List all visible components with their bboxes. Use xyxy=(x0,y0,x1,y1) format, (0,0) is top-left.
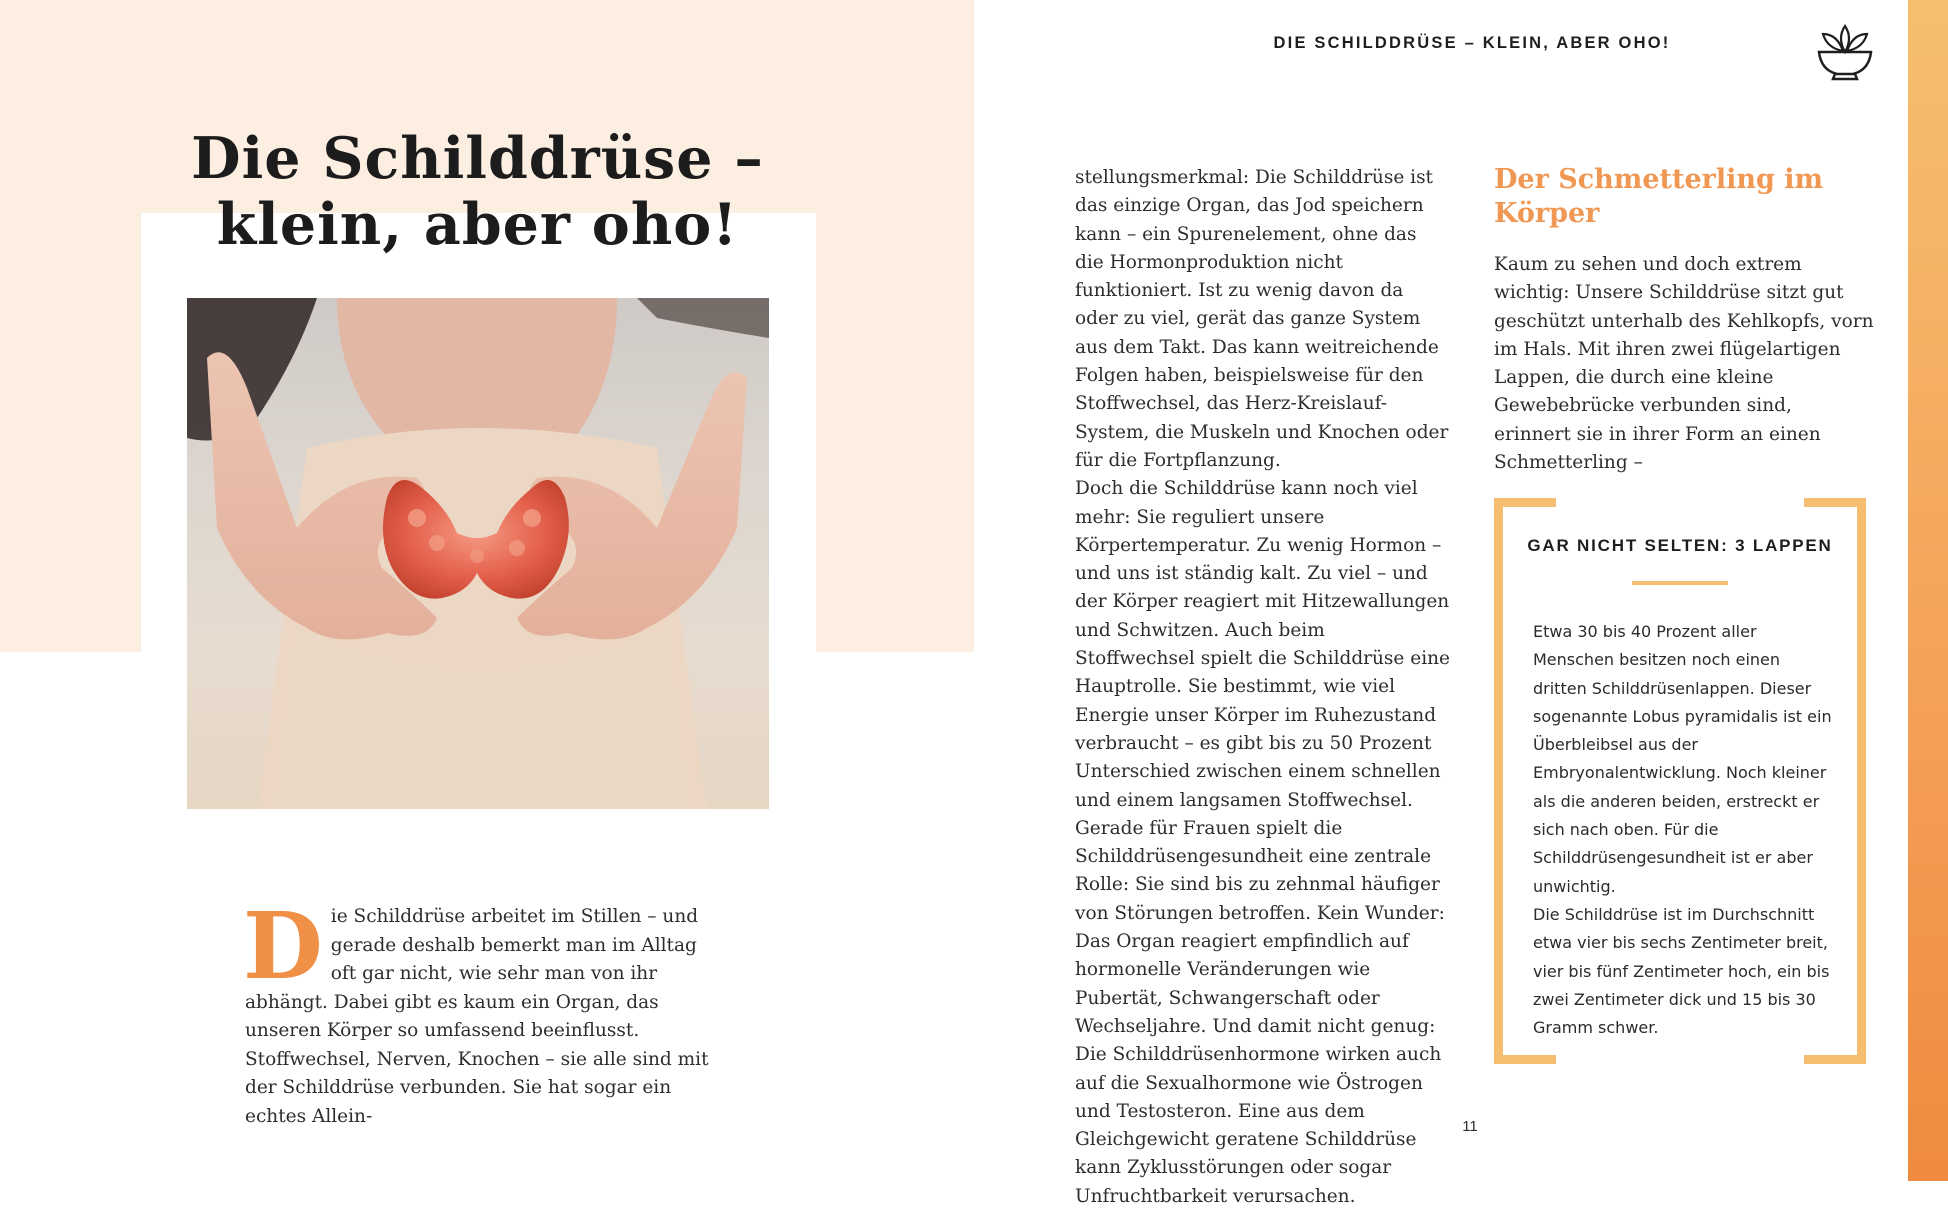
page-title-line-1: Die Schilddrüse – xyxy=(191,125,764,192)
section-subheading: Der Schmetterling im Körper xyxy=(1494,164,1824,229)
body-paragraph: stellungsmerkmal: Die Schilddrüse ist das einzige Organ, das Jod speichern kann – ein Spurenelement, ohne das die Hormonproduktion nicht funktioniert. Ist zu wenig davon da oder zu viel, gerät das ganze System aus dem Takt. Das kann weitreichende Folgen haben, beispielsweise für den Stoffwechsel, das Herz-Kreislauf-System, die Muskeln und Knochen oder für die Fortpflanzung. xyxy=(1075,167,1449,471)
body-paragraph: Doch die Schilddrüse kann noch viel mehr: Sie reguliert unsere Körpertemperatur. Zu wenig Hormon – und uns ist ständig kalt. Zu viel – und der Körper reagiert mit Hitzewallungen und Schwitzen. Auch beim Stoffwechsel spielt die Schilddrüse eine Hauptrolle. Sie bestimmt, wie viel Energie unser Körper im Ruhezustand verbraucht – es gibt bis zu 50 Prozent Unterschied zwischen einem schnellen und einem langsamen Stoffwechsel. xyxy=(1075,478,1450,811)
intro-paragraph xyxy=(243,892,725,1131)
thyroid-model-photo xyxy=(187,298,769,809)
info-box-paragraph: Die Schilddrüse ist im Durchschnitt etwa vier bis sechs Zentimeter breit, vier bis fünf Zentimeter hoch, ein bis zwei Zentimeter dick und 15 bis 30 Gramm schwer. xyxy=(1533,904,1830,1038)
body-paragraph: Gerade für Frauen spielt die Schilddrüsengesundheit eine zentrale Rolle: Sie sind bis zu zehnmal häufiger von Störungen betroffen. Kein Wunder: Das Organ reagiert empfindlich auf hormonelle Veränderungen wie Pubertät, Schwangerschaft oder Wechseljahre. Und damit nicht genug: Die Schilddrüsenhormone wirken auch auf die Sexualhormone wie Östrogen und Testosteron. Eine aus dem Gleichgewicht geratene Schilddrüse kann Zyklusstörungen oder sogar Unfruchtbarkeit verursachen. xyxy=(1075,817,1445,1207)
page-title xyxy=(170,126,785,258)
page-title-line-2: klein, aber oho! xyxy=(216,191,739,258)
thyroid-photo-illustration xyxy=(187,298,769,809)
right-column-paragraph: Kaum zu sehen und doch extrem wichtig: Unsere Schilddrüse sitzt gut geschützt unterhalb des Kehlkopfs, vorn im Hals. Mit ihren zwei flügelartigen Lappen, die durch eine kleine Gewebebrücke verbunden sind, erinnert sie in ihrer Form an einen Schmetterling – xyxy=(1494,254,1874,474)
running-header: DIE SCHILDDRÜSE – KLEIN, ABER OHO! xyxy=(1273,34,1671,52)
middle-text-column xyxy=(1075,164,1450,1211)
info-box-title: GAR NICHT SELTEN: 3 LAPPEN xyxy=(1527,536,1833,555)
info-box xyxy=(1494,498,1866,1064)
intro-text: ie Schilddrüse arbeitet im Stillen – und gerade deshalb bemerkt man im Alltag oft gar nicht, wie sehr man von ihr abhängt. Dabei gibt es kaum ein Organ, das unseren Körper so umfassend beeinflusst. Stoffwechsel, Nerven, Knochen – sie alle sind mit der Schilddrüse verbunden. Sie hat sogar ein echtes Allein- xyxy=(245,906,709,1127)
page-number: 11 xyxy=(1462,1118,1478,1135)
info-box-body xyxy=(1533,618,1833,1042)
page-edge-gradient-strip xyxy=(1908,0,1948,1181)
bowl-with-leaves-icon xyxy=(1813,22,1877,82)
drop-cap-letter: D xyxy=(243,892,323,1000)
info-box-divider xyxy=(1632,581,1728,585)
info-box-paragraph: Etwa 30 bis 40 Prozent aller Menschen besitzen noch einen dritten Schilddrüsenlappen. Dieser sogenannte Lobus pyramidalis ist ein Überbleibsel aus der Embryonalentwicklung. Noch kleiner als die anderen beiden, erstreckt er sich nach oben. Für die Schilddrüsengesundheit ist er aber unwichtig. xyxy=(1533,622,1832,896)
